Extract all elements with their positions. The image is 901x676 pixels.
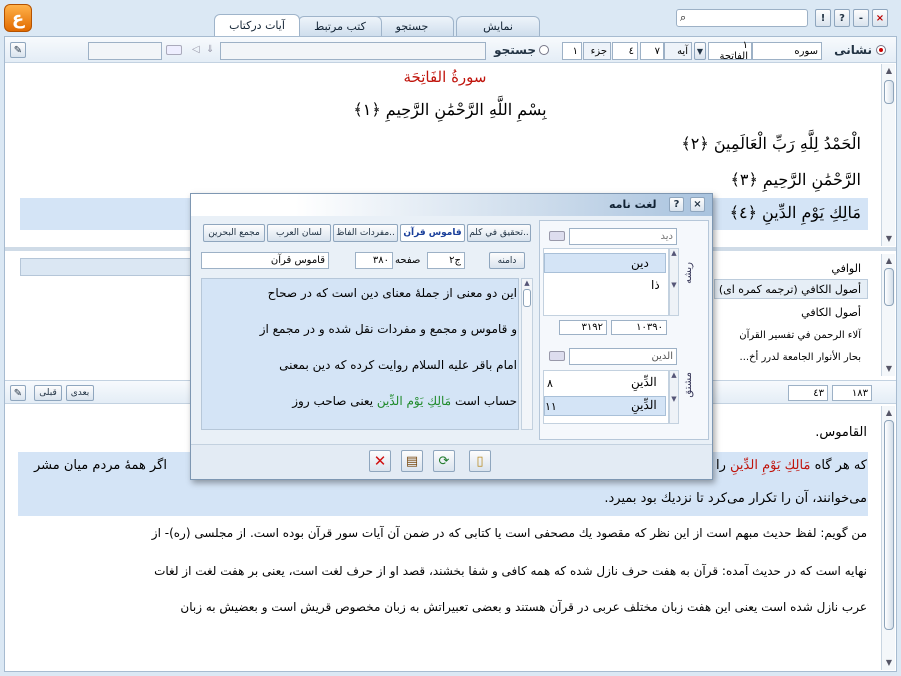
print-icon[interactable]: ▤: [401, 450, 423, 472]
app-logo-icon[interactable]: ع: [4, 4, 32, 32]
volume-field: ج٢: [427, 252, 465, 269]
derived-count: ١١: [545, 400, 557, 413]
tab-verses-in-book[interactable]: آيات درکتاب: [214, 14, 300, 36]
aya-3[interactable]: الرَّحْمَٰنِ الرَّحِيمِ ﴿٣﴾: [730, 170, 861, 189]
note-icon[interactable]: ▯: [469, 450, 491, 472]
commentary-line: القاموس.: [815, 425, 867, 440]
aya-field[interactable]: ٧: [640, 42, 664, 60]
page-number-field[interactable]: ١٨٣: [832, 385, 872, 401]
close-button[interactable]: ×: [872, 9, 888, 27]
chevron-left-icon[interactable]: ◁: [192, 44, 200, 55]
dict-tab-lisan[interactable]: لسان العرب: [267, 224, 331, 242]
root-search-input[interactable]: دید: [569, 228, 677, 245]
definition-line: امام باقر عليه السلام روايت كرده كه دين بمعنى: [279, 358, 517, 372]
tab-display[interactable]: نمایش: [456, 16, 540, 36]
dict-tab-mufradat[interactable]: مفردات الفاظ..: [333, 224, 398, 242]
aya-4[interactable]: مَالِكِ يَوْمِ الدِّينِ ﴿٤﴾: [729, 203, 861, 222]
commentary-scrollbar[interactable]: [881, 406, 895, 670]
delete-icon[interactable]: ✕: [369, 450, 391, 472]
scroll-up-icon[interactable]: ▲: [885, 256, 893, 265]
scroll-thumb[interactable]: [523, 289, 531, 307]
bookmark-label: نشانی: [834, 43, 872, 57]
scroll-up-icon[interactable]: ▲: [885, 66, 893, 75]
derived-search-input[interactable]: الدين: [569, 348, 677, 365]
bismillah: بِسْمِ اللَّهِ الرَّحْمَٰنِ الرَّحِيمِ ﴿١﴾: [353, 100, 547, 119]
juz-field[interactable]: ١: [562, 42, 582, 60]
book-item[interactable]: آلاء الرحمن في تفسير القرآن: [739, 330, 861, 341]
sura-select[interactable]: سوره: [752, 42, 822, 60]
secondary-search-input[interactable]: [88, 42, 162, 60]
definition-scrollbar[interactable]: ▲: [521, 278, 533, 430]
global-search-input[interactable]: [676, 9, 808, 27]
root-section-label: ریشه: [683, 262, 694, 284]
refresh-icon[interactable]: ⟳: [433, 450, 455, 472]
search-radio[interactable]: [539, 45, 549, 55]
commentary-text: را: [716, 458, 726, 473]
scroll-down-icon[interactable]: ▼: [885, 234, 893, 243]
page-total-field: ٤٣: [788, 385, 828, 401]
commentary-text: که هر گاه: [814, 458, 867, 473]
wrench-icon[interactable]: ✎: [10, 42, 26, 58]
help-button[interactable]: ?: [834, 9, 850, 27]
definition-text: حساب است: [454, 394, 517, 408]
aya-number-field[interactable]: ٤: [612, 42, 638, 60]
definition-line: و قاموس و مجمع و مفردات نقل شده و در مجمع از: [259, 322, 517, 336]
book-item[interactable]: أصول الكافي (ترجمه كمره اى): [718, 283, 861, 296]
next-button[interactable]: بعدی: [66, 385, 94, 401]
dict-tab-majma[interactable]: مجمع البحرين: [203, 224, 265, 242]
dialog-close-button[interactable]: ×: [690, 197, 705, 212]
info-button[interactable]: !: [815, 9, 831, 27]
minimize-button[interactable]: -: [853, 9, 869, 27]
juz-label: جزء: [583, 42, 611, 60]
dialog-title: لغت نامه: [609, 198, 657, 211]
derived-word[interactable]: الدِّينِ: [631, 375, 657, 389]
sura-name-field[interactable]: ١ الفاتحة: [708, 42, 752, 60]
book-name-field: قاموس قرآن: [201, 252, 329, 269]
scroll-down-icon[interactable]: ▼: [885, 364, 893, 373]
keyboard-icon[interactable]: [549, 231, 565, 241]
wrench-icon[interactable]: ✎: [10, 385, 26, 401]
bookmark-radio[interactable]: [876, 45, 886, 55]
root-item[interactable]: ذا: [651, 278, 660, 292]
dict-tab-qamus[interactable]: قاموس قرآن: [400, 224, 465, 242]
dict-tab-tahqiq[interactable]: تحقيق في كلم..: [467, 224, 531, 242]
commentary-line: من گويم: لفظ حديث مبهم است از اين نظر كه مقصود يك مصحفى است يا كتابى كه در ضمن آن آيات سور قرآن بوده است. از مجلسى (ره)- از: [151, 526, 867, 540]
page-label: صفحه: [395, 255, 421, 266]
commentary-line-end: [716, 458, 867, 473]
text-search-input[interactable]: [220, 42, 486, 60]
derived-count: ٨: [547, 377, 553, 390]
commentary-line: عرب نازل شده است يعنى اين هفت زبان مختلف عربى در قرآن هستند و بعضى تعبيراتش به زبان مخصوص قريش است و بعضيش به زبان: [180, 600, 867, 614]
quran-scrollbar[interactable]: [881, 64, 895, 246]
prev-button[interactable]: قبلی: [34, 385, 62, 401]
tab-related-books[interactable]: کتب مرتبط: [298, 16, 382, 36]
down-arrow-icon[interactable]: ⇓: [206, 44, 215, 55]
definition-text: يعنى صاحب روز: [292, 394, 374, 408]
scroll-down-icon[interactable]: ▼: [885, 658, 893, 667]
derived-section-label: مشتق: [683, 372, 694, 398]
derived-word[interactable]: الدِّينِ: [631, 398, 657, 412]
keyboard-icon[interactable]: [166, 45, 182, 55]
aya-label: آیه: [664, 42, 692, 60]
search-icon: ⌕: [680, 11, 687, 24]
commentary-line: نهايه است كه در حديث آمده: قرآن به هفت حرف نازل شده كه همه كافى و شفا بخشند، قصد او از حرف لغت است، يعنى بر هفت لغت از لغات: [154, 564, 867, 578]
scroll-up-icon[interactable]: ▲: [885, 408, 893, 417]
down-arrow-icon[interactable]: ▼: [694, 42, 706, 60]
domain-button[interactable]: دامنه: [489, 252, 525, 269]
dictionary-dialog: [190, 193, 713, 480]
commentary-line: اگر همهٔ مردم میان مشر: [34, 458, 167, 473]
quran-quote: مَالِكِ يَوْمِ الدِّينِ: [730, 458, 811, 473]
dialog-help-button[interactable]: ?: [669, 197, 684, 212]
root-number-left: ١٠٣٩٠: [611, 320, 667, 335]
quran-quote: مَالِكِ يَوْمِ الدِّينِ: [376, 394, 452, 408]
scroll-thumb[interactable]: [884, 420, 894, 630]
book-item[interactable]: الوافي: [831, 262, 861, 275]
search-label: جستجو: [494, 43, 536, 57]
aya-2[interactable]: الْحَمْدُ لِلَّهِ رَبِّ الْعَالَمِينَ ﴿٢﴾: [681, 134, 861, 153]
book-item[interactable]: أصول الكافي: [801, 306, 861, 319]
keyboard-icon[interactable]: [549, 351, 565, 361]
tab-search[interactable]: جستجو: [370, 16, 454, 36]
scroll-thumb[interactable]: [884, 80, 894, 104]
page-field: ٣٨٠: [355, 252, 393, 269]
sura-title: سورةُ الفَاتِحَة: [403, 68, 487, 86]
book-item[interactable]: بحار الأنوار الجامعة لدرر أخ...: [739, 352, 861, 363]
commentary-line: مى‌خوانند، آن را تكرار مى‌كرد تا نزديك بود بميرد.: [604, 491, 867, 506]
definition-line: اين دو معنى از جملهٔ معناى دين است كه در صحاح: [267, 286, 517, 300]
roots-scroll[interactable]: ▲ ▼: [669, 248, 679, 316]
definition-line-last: [205, 394, 517, 408]
root-item[interactable]: دين: [631, 256, 649, 270]
scroll-thumb[interactable]: [884, 268, 894, 306]
derived-scroll[interactable]: ▲ ▼: [669, 370, 679, 424]
books-scrollbar[interactable]: [881, 254, 895, 376]
root-number-right: ٣١٩٢: [559, 320, 607, 335]
